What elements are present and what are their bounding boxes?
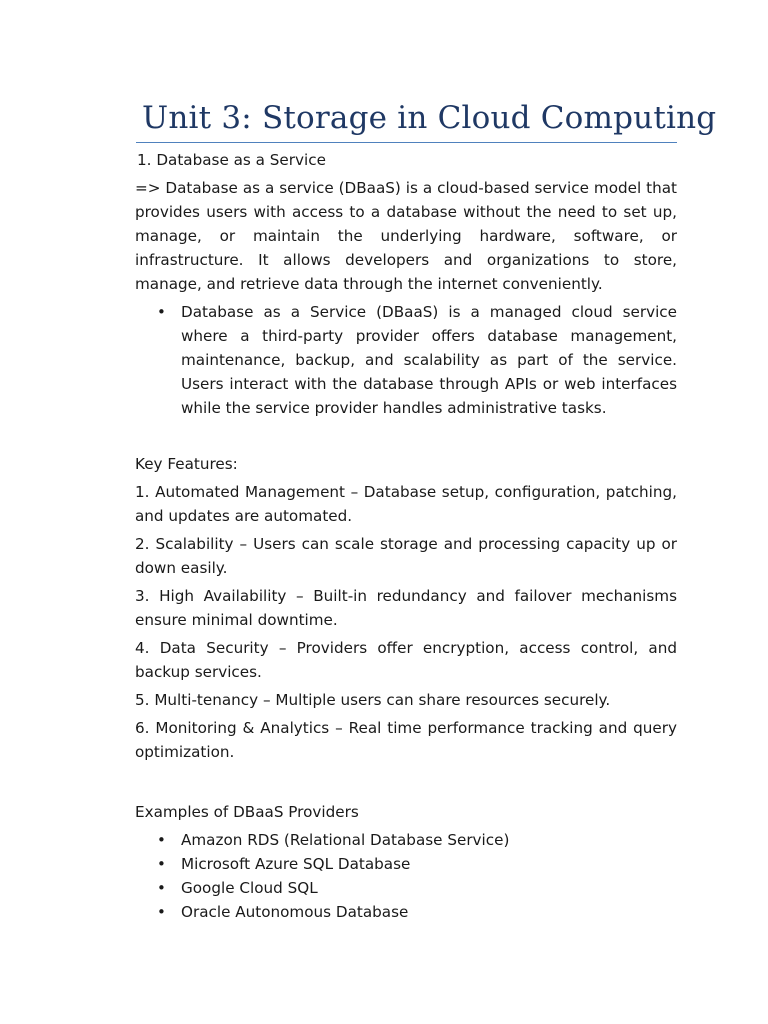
document-body bbox=[135, 148, 677, 924]
intro-paragraph: => Database as a service (DBaaS) is a cloud-based service model that provides users with access to a database without the need to set up, manage, or maintain the underlying hardware, software, or infrastructure. It allows developers and organizations to store, manage, and retrieve data through the internet conveniently. bbox=[135, 179, 677, 293]
definition-text: Database as a Service (DBaaS) is a managed cloud service where a third-party provider offers database management, maintenance, backup, and scalability as part of the service. Users interact with the database through APIs or web interfaces while the service provider handles administrative tasks. bbox=[181, 303, 677, 417]
provider-name: Amazon RDS (Relational Database Service) bbox=[181, 831, 510, 849]
feature-item: 3. High Availability – Built-in redundancy and failover mechanisms ensure minimal downtime. bbox=[135, 587, 677, 629]
provider-item bbox=[135, 828, 677, 852]
blank-line bbox=[135, 768, 677, 800]
document-title: Unit 3: Storage in Cloud Computing bbox=[142, 100, 717, 136]
bullet-icon: • bbox=[157, 879, 166, 897]
bullet-icon: • bbox=[157, 303, 166, 321]
provider-name: Microsoft Azure SQL Database bbox=[181, 855, 411, 873]
provider-item bbox=[135, 900, 677, 924]
provider-item bbox=[135, 852, 677, 876]
feature-item: 4. Data Security – Providers offer encryption, access control, and backup services. bbox=[135, 639, 677, 681]
bullet-icon: • bbox=[157, 831, 166, 849]
providers-list bbox=[135, 828, 677, 924]
bullet-icon: • bbox=[157, 855, 166, 873]
title-underline bbox=[136, 142, 677, 143]
feature-item: 1. Automated Management – Database setup, configuration, patching, and updates are automated. bbox=[135, 483, 677, 525]
feature-item: 6. Monitoring & Analytics – Real time performance tracking and query optimization. bbox=[135, 719, 677, 761]
definition-bullet-item bbox=[135, 300, 677, 420]
feature-item: 2. Scalability – Users can scale storage and processing capacity up or down easily. bbox=[135, 535, 677, 577]
feature-item: 5. Multi-tenancy – Multiple users can share resources securely. bbox=[135, 691, 611, 709]
provider-item bbox=[135, 876, 677, 900]
providers-heading: Examples of DBaaS Providers bbox=[135, 803, 359, 821]
key-features-heading: Key Features: bbox=[135, 455, 238, 473]
definition-list bbox=[135, 300, 677, 420]
bullet-icon: • bbox=[157, 903, 166, 921]
provider-name: Oracle Autonomous Database bbox=[181, 903, 409, 921]
blank-line bbox=[135, 420, 677, 452]
provider-name: Google Cloud SQL bbox=[181, 879, 318, 897]
section-heading: 1. Database as a Service bbox=[137, 151, 326, 169]
